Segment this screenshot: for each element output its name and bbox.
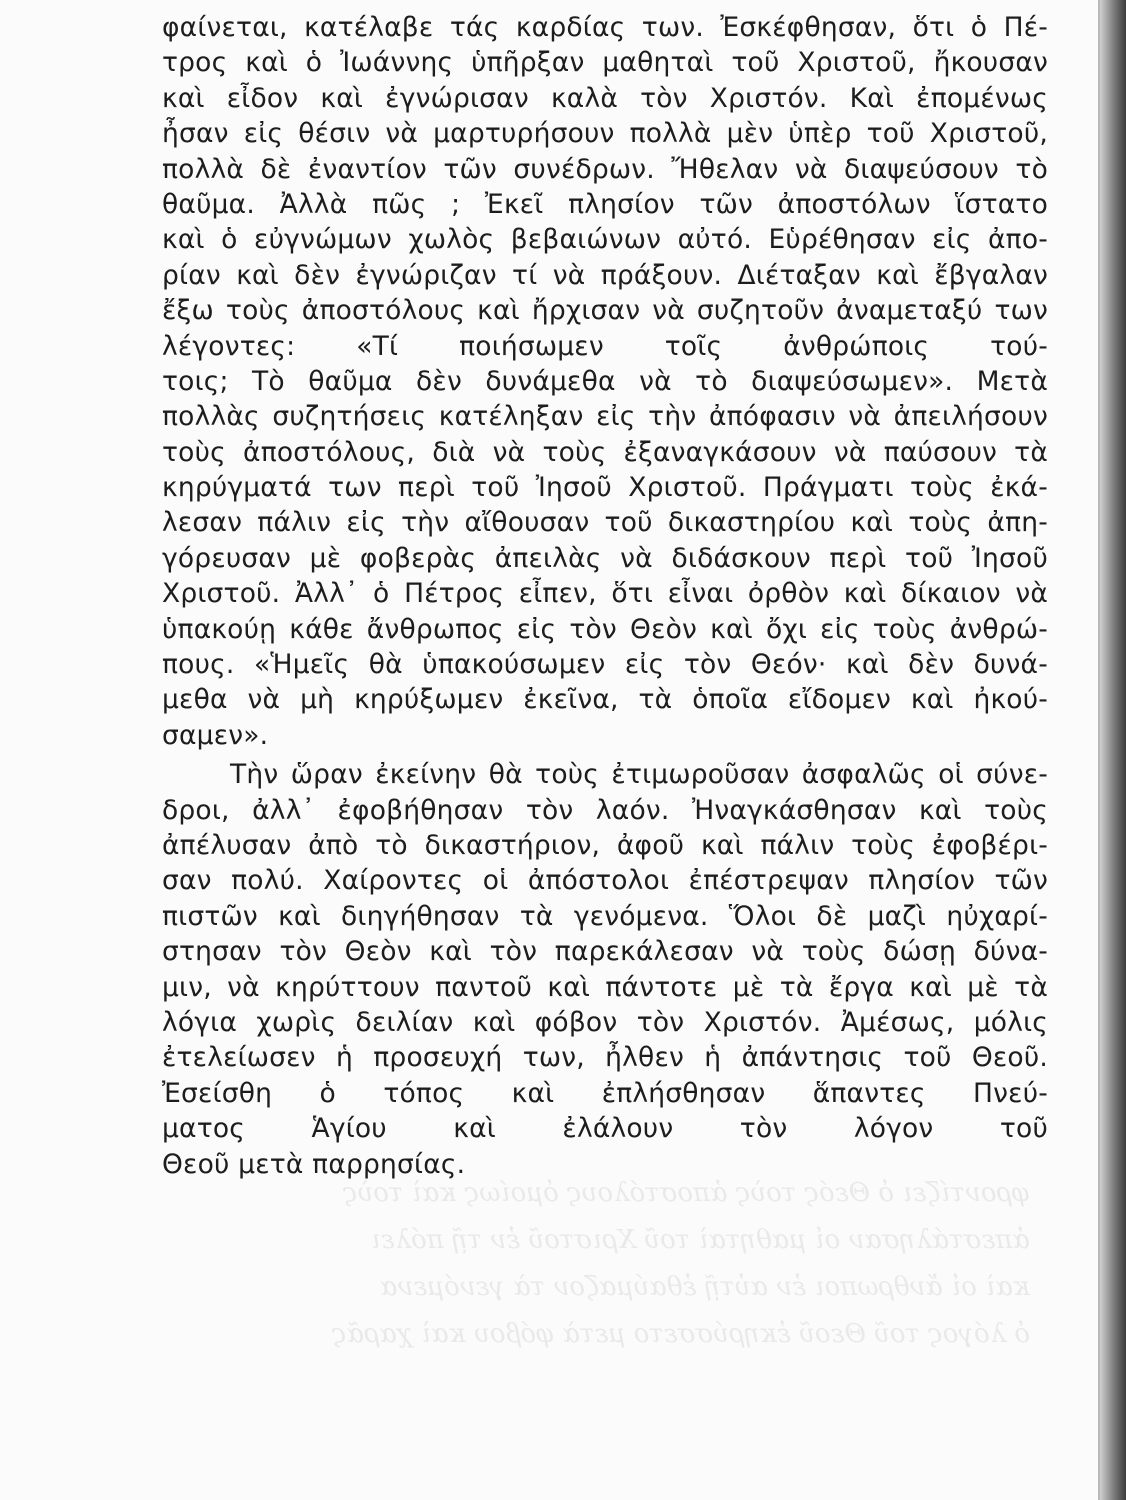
text-line: κηρύγματά των περὶ τοῦ Ἰησοῦ Χριστοῦ. Πράγματι τοὺς ἐκά- (162, 472, 1048, 504)
text-line: πους. «Ἡμεῖς θὰ ὑπακούσωμεν εἰς τὸν Θεόν· καὶ δὲν δυνά- (162, 649, 1048, 681)
text-line: ἀπέλυσαν ἀπὸ τὸ δικαστήριον, ἀφοῦ καὶ πάλιν τοὺς ἐφοβέρι- (162, 829, 1048, 861)
text-line: δροι, ἀλλ᾿ ἐφοβήθησαν τὸν λαόν. Ἠναγκάσθησαν καὶ τοὺς (162, 794, 1048, 826)
text-line: καὶ ὁ εὐγνώμων χωλὸς βεβαιώνων αὐτό. Εὑρέθησαν εἰς ἀπο- (162, 224, 1048, 256)
text-line: φαίνεται, κατέλαβε τάς καρδίας των. Ἐσκέφθησαν, ὅτι ὁ Πέ- (162, 12, 1048, 43)
text-line: τοις; Τὸ θαῦμα δὲν δυνάμεθα νὰ τὸ διαψεύσωμεν». Μετὰ (162, 365, 1048, 397)
text-line: γόρευσαν μὲ φοβερὰς ἀπειλὰς νὰ διδάσκουν περὶ τοῦ Ἰησοῦ (162, 542, 1048, 574)
text-line: ὑπακούῃ κάθε ἄνθρωπος εἰς τὸν Θεὸν καὶ ὄχι εἰς τοὺς ἀνθρώ- (162, 613, 1048, 645)
text-line: σαν πολύ. Χαίροντες οἱ ἀπόστολοι ἐπέστρεψαν πλησίον τῶν (162, 865, 1048, 897)
text-line: θαῦμα. Ἀλλὰ πῶς ; Ἐκεῖ πλησίον τῶν ἀποστόλων ἵστατο (162, 188, 1048, 220)
text-line: Χριστοῦ. Ἀλλ᾿ ὁ Πέτρος εἶπεν, ὅτι εἶναι ὀρθὸν καὶ δίκαιον νὰ (162, 578, 1048, 610)
text-line: ἦσαν εἰς θέσιν νὰ μαρτυρήσουν πολλὰ μὲν ὑπὲρ τοῦ Χριστοῦ, (162, 118, 1048, 150)
text-line: πολλὰς συζητήσεις κατέληξαν εἰς τὴν ἀπόφασιν νὰ ἀπειλήσουν (162, 401, 1048, 433)
text-line: καὶ εἶδον καὶ ἐγνώρισαν καλὰ τὸν Χριστόν. Καὶ ἐπομένως (162, 82, 1048, 114)
text-line: τρος καὶ ὁ Ἰωάννης ὑπῆρξαν μαθηταὶ τοῦ Χριστοῦ, ἤκουσαν (162, 47, 1048, 79)
text-line: Τὴν ὥραν ἐκείνην θὰ τοὺς ἐτιμωροῦσαν ἀσφαλῶς οἱ σύνε- (230, 759, 1048, 791)
text-line: λέγοντες: «Τί ποιήσωμεν τοῖς ἀνθρώποις τού- (162, 330, 1048, 362)
text-line: Ἐσείσθη ὁ τόπος καὶ ἐπλήσθησαν ἅπαντες Πνεύ- (162, 1077, 1048, 1109)
text-line: ματος Ἁγίου καὶ ἐλάλουν τὸν λόγον τοῦ (162, 1113, 1048, 1145)
text-line: ρίαν καὶ δὲν ἐγνώριζαν τί νὰ πράξουν. Διέταξαν καὶ ἔβγαλαν (162, 259, 1048, 291)
text-line: πιστῶν καὶ διηγήθησαν τὰ γενόμενα. Ὅλοι δὲ μαζὶ ηὐχαρί- (162, 900, 1048, 932)
text-line: στησαν τὸν Θεὸν καὶ τὸν παρεκάλεσαν νὰ τοὺς δώσῃ δύνα- (162, 936, 1048, 968)
text-line: ἐτελείωσεν ἡ προσευχή των, ἦλθεν ἡ ἀπάντησις τοῦ Θεοῦ. (162, 1042, 1048, 1074)
page-fold-shadow (1100, 0, 1126, 1500)
text-line: λόγια χωρὶς δειλίαν καὶ φόβον τὸν Χριστόν. Ἀμέσως, μόλις (162, 1006, 1048, 1038)
text-line: σαμεν». (162, 719, 269, 751)
text-line: μιν, νὰ κηρύττουν παντοῦ καὶ πάντοτε μὲ τὰ ἔργα καὶ μὲ τὰ (162, 971, 1048, 1003)
body-text (162, 10, 1048, 1182)
reverse-side-show-through: φροντίζει ὁ Θεός τοὺς ἀποστόλους ὁμοίως καὶ τοὺς ἀπεστάλησαν οἱ μαθηταὶ τοῦ Χριστοῦ ἐν τῇ πόλει καὶ οἱ ἄνθρωποι ἐν αὐτῇ ἐθαύμαζον τὰ γενόμενα ὁ λόγος τοῦ Θεοῦ ἐκηρύσσετο μετὰ φόβου καὶ χαρᾶς (331, 1178, 1030, 1349)
text-line: λεσαν πάλιν εἰς τὴν αἴθουσαν τοῦ δικαστηρίου καὶ τοὺς ἀπη- (162, 507, 1048, 539)
text-line: ἔξω τοὺς ἀποστόλους καὶ ἤρχισαν νὰ συζητοῦν ἀναμεταξύ των (162, 295, 1048, 327)
text-line: τοὺς ἀποστόλους, διὰ νὰ τοὺς ἐξαναγκάσουν νὰ παύσουν τὰ (162, 436, 1048, 468)
text-line: Θεοῦ μετὰ παρρησίας. (162, 1148, 466, 1180)
text-line: μεθα νὰ μὴ κηρύξωμεν ἐκεῖνα, τὰ ὁποῖα εἴδομεν καὶ ἠκού- (162, 684, 1048, 716)
text-line: πολλὰ δὲ ἐναντίον τῶν συνέδρων. Ἤθελαν νὰ διαψεύσουν τὸ (162, 153, 1048, 185)
